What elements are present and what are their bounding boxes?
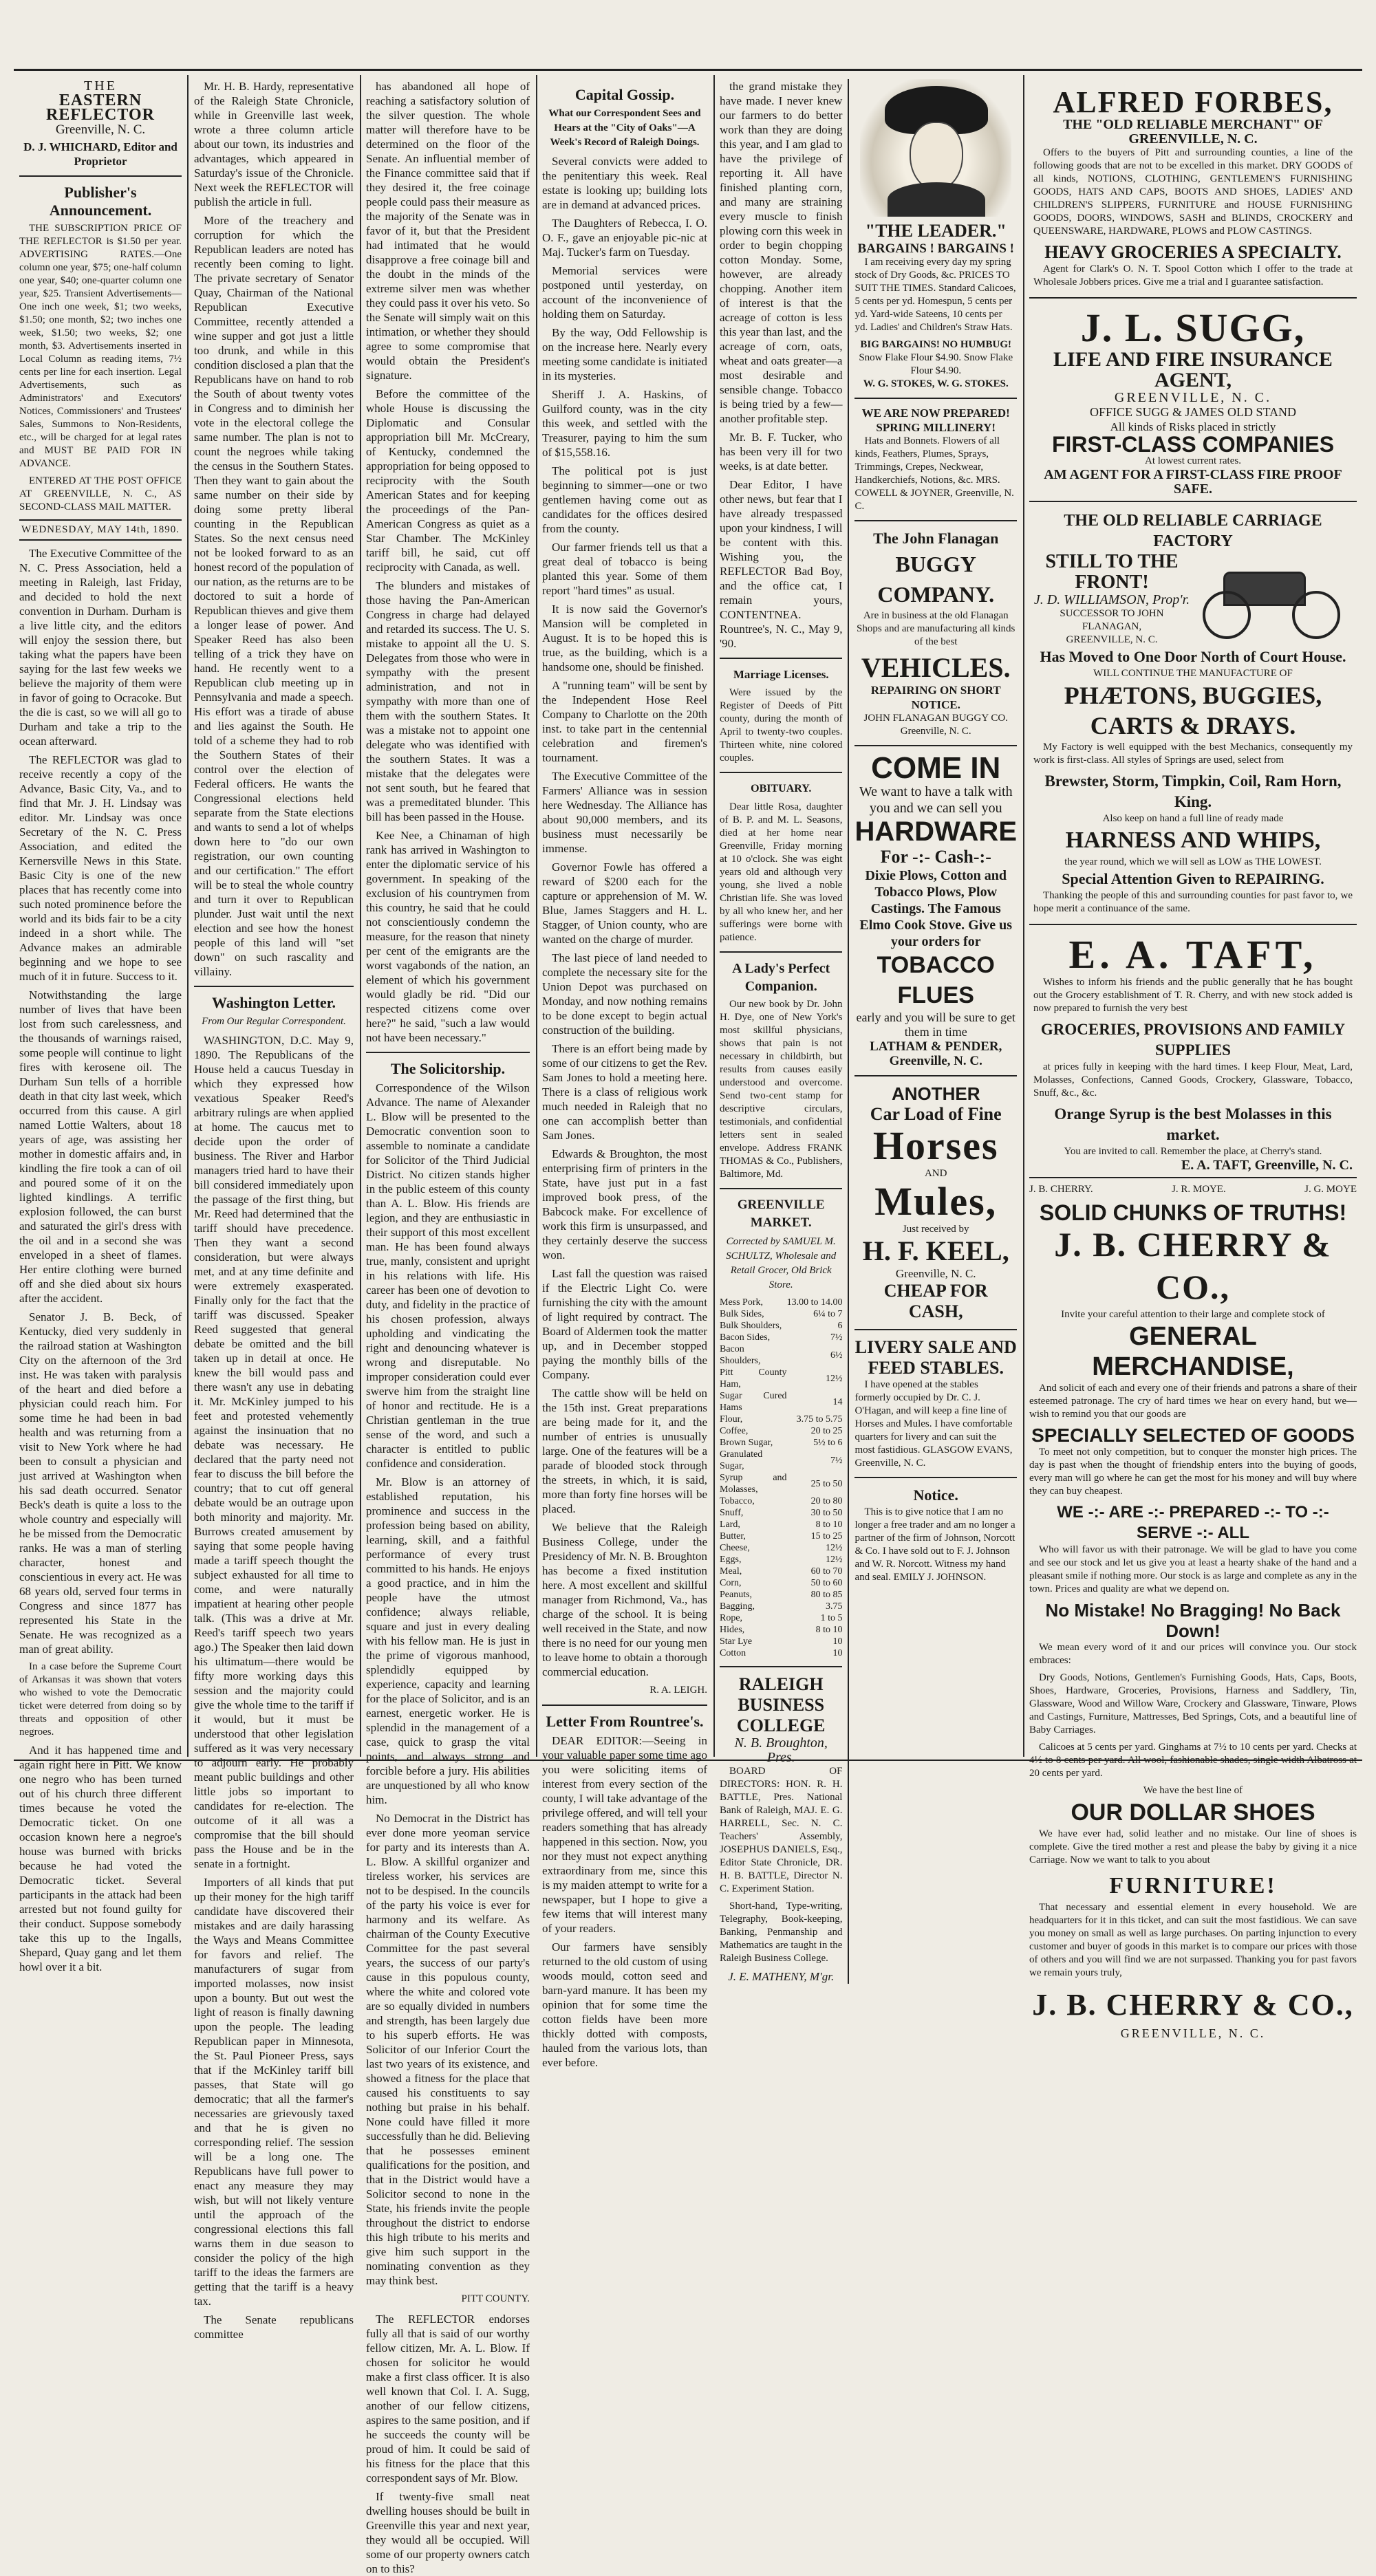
carriage-illustration [1196,558,1353,640]
thanks-line: Thanking the people of this and surrounding counties for past favor to, we hope merit a continuance of the same. [1033,890,1353,914]
market-price: 80 to 85 [810,1590,843,1600]
column-1 [19,78,182,1973]
article-paragraph: The REFLECTOR was glad to receive recently a copy of the Advance, Basic City, Va., and to find that Mr. J. H. Lindsay was editor. Mr. Lindsay was once Secretary of the N. C. Press Association, and edited the Kernersville News in this State. Basic City is one of the new places that has recently come into such noted prominence before the world and its bids fair to be a city indeed in a short while. The Advance makes an admirable beginning and we hope to see much of it in future. Success to it. [19,753,182,983]
column-6 [1029,79,1357,2040]
market-price: 25 to 50 [810,1478,843,1489]
market-row [720,1343,842,1367]
column-rule [1023,75,1024,1757]
market-price: 1 to 5 [820,1613,843,1623]
market-row [720,1542,842,1554]
washington-title: Washington Letter. [211,994,336,1011]
market-price: 3.75 [825,1601,843,1612]
market-row [720,1437,842,1449]
another-head: ANOTHER [891,1083,980,1104]
taft-groceries: GROCERIES, PROVISIONS AND FAMILY SUPPLIES [1040,1021,1346,1059]
factory-title: THE OLD RELIABLE CARRIAGE FACTORY [1064,512,1322,550]
millinery-head: WE ARE NOW PREPARED! SPRING MILLINERY! [861,407,1010,434]
partner-names [1029,1182,1357,1197]
market-row [720,1577,842,1589]
market-row [720,1425,842,1437]
no-mistake-head: No Mistake! No Bragging! No Back Down! [1045,1600,1341,1641]
column-rule [360,75,361,1757]
article-paragraph: No Democrat in the District has ever done more yeoman service for party and its interests than A. L. Blow. A skillful organizer and tireless worker, his services are not to be despised. In the councils of the party his voice is ever for harmony and its welfare. As chairman of the County Executive Committee for the past several years, the success of our party's cause in this populous county, where the white and colored vote are so equally divided in numbers and strength, has been largely due to his superb efforts. He was Solicitor of our Inferior Court the last two years of its existence, and showed a fitness for the place that caused his constituents to say nothing but praise in his behalf. None could have filled it more successfully than he did. Believing that he possesses eminent qualifications for the position, and that in the District would have a Solicitor second to none in the State, his friends invite the people throughout the district to endorse this high tribute to his merits and give him such support in the nominating convention as they may think best. [366,1812,530,2287]
taft-signature: E. A. TAFT, Greenville, N. C. [1181,1158,1353,1173]
market-price: 6½ [830,1350,843,1361]
market-row [720,1612,842,1624]
market-item: Brown Sugar, [720,1438,773,1448]
taft-ad [1029,929,1357,1178]
market-row [720,1308,842,1320]
article-paragraph: has abandoned all hope of reaching a satisfactory solution of the silver question. The whole matter will therefore have to be determined on the floor of the Senate. An influential member of the Finance committee said that if they desired it, the free coinage people could pass their measure as the majority of the Senate was in favor of it, but that the President had intimated that he would disapprove a free coinage bill and the doubt in the minds of the extreme silver men was whether they could pass it over his veto. So the Senate will simply wait on this intimation, or whether they should agree to some compromise that would obtain the President's signature. [366,80,530,382]
publisher-title: Publisher's Announcement. [49,184,152,219]
market-item: Snuff, [720,1508,744,1518]
market-item: Corn, [720,1578,742,1588]
taft-call: You are invited to call. Remember the place, at Cherry's stand. [1064,1146,1322,1157]
market-price: 5½ to 6 [813,1438,843,1448]
rountree-title: Letter From Rountree's. [546,1713,704,1730]
article-paragraph: WASHINGTON, D.C. May 9, 1890. The Republicans of the House held a caucus Tuesday in which they expressed how vexatious Speaker Reed's arbitrary rulings are when applied at home. The caucus met to decide upon the order of business. The River and Harbor managers tried hard to have their bill considered immediately upon the passage of the first thing, but Mr. Reed had determined that the tariff should have precedence. Then they want a second consideration, but were always met, and at any time definite and were extremely exasperated. Finally only for the fact that the tariff was discussed. Speaker Reed suggested that general debate be omitted and the bill taken up in detail at once. He knew the bill would pass and there wasn't any use in debating it. Mr. McKinley jumped to his feet and protested vehemently against the insinuation that no debate was necessary. He declared that the party need not fear to discuss the bill before the country; that to cut off general debate would be an outrage upon both minority and majority. Mr. Burrows created amusement by saying that some people having made a tariff speech thought the subject exhausted for all time to come, and were naturally impatient at hearing other people talk. (This was a drive at Mr. Reed's tariff speech two years ago.) The Speaker then laid down his ultimatum—there would be fifty more working days this session and the majority could give the whole time to the tariff if it would, but it must be understood that other legislation suffered as it was very necessary to adjourn early. He probably meant public buildings and other little jobs so important to candidates for re-election. The outcome of it all was a compromise that the bill should pass the House and be in the senate in a fortnight. [194,1034,354,1870]
market-item: Flour, [720,1414,743,1425]
market-price: 7½ [830,1455,843,1466]
article-paragraph: The blunders and mistakes of those having the Pan-American Congress in charge had delayed and retarded its success. The U. S. mistake to appoint all the U. S. Delegates from those who were in sympathy with the present administration, and not in sympathy with more than one of them with the southern States. It was a mistake not to appoint one delegate who was identified with the southern States. It was a mistake that the delegates were not sent south, but he feared that was a premeditated blunder. This bill has been passed in the House. [366,579,530,823]
dollar-shoes-head: OUR DOLLAR SHOES [1071,1799,1315,1826]
article-paragraph: There is an effort being made by some of our citizens to get the Rev. Sam Jones to hold a meeting here. There is a class of religious work much needed in Raleigh that no one can accomplish better than Sam Jones. [542,1042,707,1142]
market-price: 20 to 80 [810,1496,843,1506]
market-item: Lard, [720,1519,740,1530]
market-item: Syrup and Molasses, [720,1473,787,1495]
market-price: 8 to 10 [815,1625,843,1635]
market-item: Sugar Cured Hams [720,1391,787,1413]
market-price: 14 [832,1396,843,1407]
article-paragraph: The Daughters of Rebecca, I. O. O. F., gave an enjoyable pic-nic at Maj. Tucker's farm on Tuesday. [542,217,707,259]
college-president: N. B. Broughton, Pres. [734,1735,828,1765]
harness-pre: Also keep on hand a full line of ready made [1102,813,1284,824]
hardware-head: HARDWARE [854,816,1017,847]
article-paragraph: In a case before the Supreme Court of Arkansas it was shown that voters who wished to vote the Democratic ticket were deterred from doing so by threats and opposition of other negroes. [19,1661,182,1738]
market-item: Granulated Sugar, [720,1449,763,1471]
market-item: Pitt County Ham, [720,1367,787,1389]
market-item: Bacon Shoulders, [720,1344,761,1366]
signature: R. A. LEIGH. [649,1685,707,1696]
market-item: Mess Pork, [720,1297,764,1308]
dollar-pre: We have the best line of [1143,1785,1243,1796]
article-paragraph: Senator J. B. Beck, of Kentucky, died very suddenly in the railroad station at Washington City on the afternoon of the 3rd inst. He was taken with paralysis of the heart and died before a physician could reach him. For some time he had been in bad health and was returning from a visit to New York where he had been to consult a physician and just arrived at Washington when his sad death occurred. Senator Beck's death is quite a loss to the whole country and especially will he be missed from the Democratic ranks. He was a man of sterling character, honest and conscientious in every act. He was 68 years old, served four terms in Congress and since 1877 has represented his State in the Senate. He was recognized as a man of great ability. [19,1310,182,1656]
column-rule [713,75,715,1757]
market-price: 30 to 50 [810,1508,843,1518]
factory-body: My Factory is well equipped with the best Mechanics, consequently my work is first-class. All styles of Springs are used, select from [1033,742,1353,766]
general-body: And solicit of each and every one of their friends and patrons a share of their esteemed patronage. The cry of hard times we hear on every hand, but we—wish to remind you that our goods are [1029,1383,1357,1420]
masthead-name: EASTERN REFLECTOR [46,91,155,124]
college-head: RALEIGH BUSINESS COLLEGE [736,1674,826,1735]
factory-front: STILL TO THE FRONT! [1045,551,1179,593]
market-row [720,1472,842,1495]
williamson-name: J. D. WILLIAMSON, Prop'r. [1033,592,1190,607]
article-paragraph: Mr. H. B. Hardy, representative of the Raleigh State Chronicle, while in Greenville last week, wrote a three column article about our town, its industries and advantages, which appeared in Saturday's issue of the Chronicle. Next week the REFLECTOR will publish the article in full. [194,80,354,208]
market-row [720,1297,842,1308]
sugg-ad [1029,303,1357,502]
market-row [720,1566,842,1577]
article-paragraph: Edwards & Broughton, the most enterprising firm of printers in the State, have just put in a fast improved book press, of the Babcock make. For excellence of work this firm is unsurpassed, and they certainly deserve the success won. [542,1147,707,1262]
article-paragraph: Mr. Blow is an attorney of established reputation, his prominence and success in the profession being based on ability, learning, skill, and a faithful performance of every trust committed to his hands. He enjoys a good practice, and in him the people have the utmost confidence; always reliable, square and just in every dealing with his fellow man. He is just in the prime of vigorous manhood, splendidly equipped by experience, capacity and learning for the place of Solicitor, and is an earnest, energetic worker. He is splendid in the management of a case, quick to grasp the vital points, and always strong and forcible before a jury. His abilities are unquestioned by all who know him. [366,1475,530,1806]
market-item: Bacon Sides, [720,1332,771,1343]
college-board: BOARD OF DIRECTORS: HON. R. H. BATTLE, Pres. National Bank of Raleigh, MAJ. E. G. HARRELL, Sec. N. C. Teachers' Assembly, JOSEPHUS DANIELS, Esq., Editor State Chronicle, DR. H. B. BATTLE, Director N. C. Experiment Station. [720,1766,843,1894]
article-paragraph: The Senate republicans committee [194,2313,354,2341]
market-row [720,1601,842,1612]
cherry-signature: J. B. CHERRY & CO., [1032,1988,1354,2022]
article-paragraph: Before the committee of the whole House is discussing the Diplomatic and Consular appropriation bill Mr. McCreary, of Kentucky, condemned the appropriation for being opposed to reciprocity with the South American States and for keeping the proceedings of the Pan-American Congress as quiet as a Star Chamber. The McKinley tariff bill, he said, cut off reciprocity with Canada, as well. [366,387,530,574]
column-4 [542,79,707,2069]
market-price: 15 to 25 [810,1531,843,1541]
mules-head: Mules, [874,1179,998,1224]
masthead-place: Greenville, N. C. [55,122,146,137]
tobacco-flues-head: TOBACCO FLUES [877,952,995,1008]
market-row [720,1367,842,1390]
market-item: Eggs, [720,1555,742,1565]
market-price: 7½ [830,1332,843,1343]
market-item: Cotton [720,1648,746,1658]
stock-body: Dry Goods, Notions, Gentlemen's Furnishing Goods, Hats, Caps, Boots, Shoes, Hardware, Groceries, Provisions, Harness and Saddlery, Tin, Glassware, Wood and Willow Ware, Crockery and Glassware, Tinware, Plows and Castings, Furniture, Mattresses, Bed Springs, Cots, and a beautiful line of Baby Carriages. [1029,1672,1357,1735]
flour-price: Snow Flake Flour $4.90. Snow Flake Flour $4.90. [859,352,1013,376]
flanagan-head: BUGGY COMPANY. [877,552,995,607]
market-item: Hides, [720,1625,745,1635]
leader-portrait-image [860,79,1011,217]
market-row [720,1332,842,1343]
column-5-right [854,79,1017,1984]
article-paragraph: The cattle show will be held on the 15th inst. Great preparations are being made for it, and the number of entries is unusually large. One of the features will be a parade of blooded stock through the streets, in which, it is said, more than forty fine horses will be placed. [542,1387,707,1515]
springs-line: Brewster, Storm, Timpkin, Coil, Ram Horn, King. [1044,772,1342,810]
taft-body: Wishes to inform his friends and the public generally that he has bought out the Grocery establishment of T. R. Cherry, and with new stock added is now prepared to furnish the very best [1033,977,1353,1014]
column-5-left [720,79,849,1984]
signature: PITT COUNTY. [461,2293,530,2304]
general-merchandise: GENERAL MERCHANDISE, [1092,1322,1294,1381]
column-rule [187,75,189,1757]
market-row [720,1624,842,1636]
market-row [720,1530,842,1542]
article-paragraph: DEAR EDITOR:—Seeing in your valuable paper some time ago you were soliciting items of interest from every section of the county, I will take advantage of the privilege offered, and will tell your readers something that has already happened in this section. Now, you nor they must not expect anything extraordinary from me, since this is my maiden attempt to write for a newspaper, but I hope to give a few items that will interest many of your readers. [542,1734,707,1935]
market-row [720,1589,842,1601]
horses-head: Horses [872,1123,999,1168]
sugg-name: J. L. SUGG, [1080,305,1306,350]
publisher-entry: ENTERED AT THE POST OFFICE AT GREENVILLE, N. C., AS SECOND-CLASS MAIL MATTER. [19,475,182,512]
masthead-editor: D. J. WHICHARD, Editor and Proprietor [23,140,178,168]
market-item: Butter, [720,1531,746,1541]
article-paragraph: It is now said the Governor's Mansion will be completed in August. It is to be hoped this is true, as the building, which is a handsome one, should be finished. [542,603,707,673]
market-row [720,1519,842,1530]
specially-body: To meet not only competition, but to conquer the monster high prices. The day is past when the thought of friendship enters into the buying of goods, every man will go where he can get the most for his money and will buy where they can buy cheapest. [1029,1447,1357,1497]
first-class-companies: FIRST-CLASS COMPANIES [1051,432,1335,457]
market-price: 60 to 70 [810,1566,843,1577]
sugg-office: OFFICE SUGG & JAMES OLD STAND [1089,405,1297,419]
and-word: AND [924,1168,947,1179]
factory-ad [1029,506,1357,925]
article-paragraph: Memorial services were postponed until yesterday, on account of the inconvenience of holding them on Saturday. [542,264,707,321]
article-paragraph: Correspondence of the Wilson Advance. The name of Alexander L. Blow will be presented to the Democratic convention soon to assemble to nominate a candidate for Solicitor of the Third Judicial District. No citizen stands higher in the public esteem of this county than A. L. Blow. His friends are legion, and they are enthusiastic in their support of this most excellent man. He has been found always true, manly, consistent and upright in his relations with life. His career has been one of devotion to duty, and fidelity in the practice of his chosen profession, always upholding and vindicating the right and denouncing whatever is wrong and disreputable. No improper consideration could ever swerve him from the straight line of honor and rectitude. He is a Christian gentleman in the true sense of the word, and such a character is entitled to public confidence and consideration. [366,1081,530,1470]
market-price: 50 to 60 [810,1578,843,1588]
market-table [720,1297,842,1659]
article-paragraph: Last fall the question was raised if the Electric Light Co. were furnishing the city with the amount of light required by contract. The Board of Aldermen took the matter up, and in December stopped paying the monthly bills of the Company. [542,1267,707,1381]
come-in-head: COME IN [871,751,1001,785]
market-item: Cheese, [720,1543,750,1553]
article-paragraph: Our new book by Dr. John H. Dye, one of New York's most skillful physicians, shows that pain is not necessary in childbirth, but results from causes easily understood and overcome. Send two-cent stamp for descriptive circulars, testimonials, and confidential letters sent in sealed envelope. Address FRANK THOMAS & Co., Publishers, Baltimore, Md. [720,999,843,1180]
invite-line: Invite your careful attention to their large and complete stock of [1061,1309,1325,1320]
article-paragraph: The political pot is just beginning to simmer—one or two gentlemen having come out as candidates for the offices desired from the county. [542,464,707,535]
market-row [720,1507,842,1519]
article-paragraph: Importers of all kinds that put up their money for the high tariff candidate have discovered their mistakes and are daily harassing the Ways and Means Committee for favors and relief. The manufacturers of sugar from imported molasses, now insist upon a bounty. But out west the light of reason is finally dawning upon the people. The leading Republican paper in Minnesota, the St. Paul Pioneer Press, says that if the McKinley tariff bill passes, that State will go democratic; that all the farmer's necessaries are grievously taxed and that he is given no corresponding relief. The session will be a long one. The Republicans have full power to enact any measure they may wish, but will not likely venture until the approach of the congressional elections this fall warns them in due season to consider the policy of the high tariff to the ideas the farmers are getting that the tariff is a heavy tax. [194,1876,354,2308]
flues-body: early and you will be sure to get them in time [856,1010,1015,1039]
article-paragraph: the grand mistake they have made. I never knew our farmers to do better work than they are doing this year, and I am glad to have the privilege of reporting it. All have finished planting corn, and many are straining every muscle to finish plowing corn this week in order to begin chopping cotton Monday. Some, however, are already chopping. Another item of interest is that the acreage of cotton is less this year than last, and the acreage of corn, oats, wheat and oats greater—a most desirable and sensible change. Tobacco is being tried by a few—another profitable step. [720,80,843,425]
specially-head: SPECIALLY SELECTED OF GOODS [1031,1425,1355,1446]
masthead [19,79,182,169]
market-item: Bulk Sides, [720,1309,764,1319]
repairing-line: Special Attention Given to REPAIRING. [1062,870,1324,887]
cherry-place: GREENVILLE, N. C. [1120,2026,1266,2040]
stokes-signature: W. G. STOKES, W. G. STOKES. [863,378,1009,389]
factory-place: GREENVILLE, N. C. [1066,634,1158,645]
market-price: 10 [832,1648,843,1658]
received-line: Just received by [902,1224,969,1235]
latham-signature: LATHAM & PENDER, Greenville, N. C. [870,1039,1002,1068]
article-paragraph: More of the treachery and corruption for which the Republican leaders are noted has recently been coming to light. The private secretary of Senator Quay, Chairman of the National Republican Executive Committee, recently attended a wine supper and got just a little too drunk, and while in this condition disclosed a plan that the Republicans have on hand to rob the South of about twenty votes in Congress and to diminish her vote in the electoral college the same number. The plan is not to count the negroes while taking the census in the Southern States. Then they want to gain about the same number on their side by doing some pretty liberal counting in the Republican States. So the next census need not be looked forward to as an honest record of the population of our nation, as the returns are to be doctored to suit a horde of Republican thieves and give them a longer lease of power. And Speaker Reed has also been telling of a trick they have on hand. He recently went to a Republican club meeting up in Pennsylvania and made a speech. His effort was a tirade of abuse and lies against the South. He told of a scheme they had to rob the Southern States of their control over the election of Federal officers. He wants the Congressional elections held separate from the State elections and wants to send a lot of whelps down here to "do our own registration, our own counting and our certification." The effort will be to steal the whole country and turn it over to Republican plunder. Just wait until the next election and see how the honest people of this land will "set down" on such rascality and villainy. [194,214,354,978]
article-paragraph: Were issued by the Register of Deeds of Pitt county, during the month of April to twenty-two couples. Thirteen white, nine colored couples. [720,687,843,764]
harness-sub: the year round, which we will sell as LOW as THE LOWEST. [1064,856,1322,867]
market-row [720,1554,842,1566]
moved-line: Has Moved to One Door North of Court House. [1040,648,1346,665]
washington-subtitle: From Our Regular Correspondent. [202,1016,346,1027]
leader-body: I am receiving every day my spring stock of Dry Goods, &c. PRICES TO SUIT THE TIMES. Standard Calicoes, 5 cents per yd. Homespun, 5 cents per yd. Yard-wide Sateens, 10 cents per yd. Ladies' and Children's Straw Hats. [854,257,1016,333]
carload-head: Car Load of Fine [870,1104,1002,1124]
column-rule [536,75,537,1757]
market-item: Bagging, [720,1601,755,1612]
column-2 [194,79,354,2341]
market-price: 8 to 10 [815,1519,843,1530]
safe-agent: AM AGENT FOR A FIRST-CLASS FIRE PROOF SAFE. [1044,467,1342,497]
article-paragraph: Kee Nee, a Chinaman of high rank has arrived in Washington to enter the diplomatic service of his government. In speaking of the exclusion of his countrymen from this country, he said that he could not conscientiously condemn the measure, for the reason that ninety per cent of the emigrants are the worst vagabonds of the nation, an element of which his government would gladly be rid. "Did our respected citizens come over here?" he said, "such a law would not have been necessary." [366,829,530,1044]
article-paragraph: The REFLECTOR endorses fully all that is said of our worthy fellow citizen, Mr. A. L. Blow. If chosen for solicitor he would make a first class officer. It is also well known that Col. I. A. Sugg, another of our fellow citizens, aspires to the same position, and if he succeeds the county will be proud of him. It could be said of his fitness for the place that this correspondent says of Mr. Blow. [366,2313,530,2485]
article-paragraph: The Executive Committee of the Farmers' Alliance was in session here Wednesday. The Alliance has about 90,000 members, and its business must necessarily be immense. [542,770,707,855]
taft-name: E. A. TAFT, [1068,932,1318,977]
prices-body: Calicoes at 5 cents per yard. Ginghams at 7½ to 10 cents per yard. Checks at 4½ to 8 cents per yard. All wool, fashionable shades, single width Albatross at 20 cents per yard. [1029,1742,1357,1779]
partner-name: J. G. MOYE [1304,1184,1357,1195]
cherry-name: J. B. CHERRY & CO., [1054,1225,1332,1306]
market-price: 3.75 to 5.75 [796,1414,843,1425]
article-paragraph: We believe that the Raleigh Business College, under the Presidency of Mr. N. B. Broughton has become a fixed institution here. A most excellent and skillful manager from Richmond, Va., has charge of the school. It is being well received in the State, and now there is no need for our young men to leave home to obtain a thorough commercial education. [542,1521,707,1678]
notice-body: This is to give notice that I am no longer a free trader and am no longer a partner of the firm of Johnson, Norcott & Co. I have sold out to F. J. Johnson and W. R. Norcott. Witness my hand and seal. EMILY J. JOHNSON. [854,1506,1015,1583]
article-paragraph: Our farmers have sensibly returned to the old custom of using woods mould, cotton seed and barn-yard manure. It has been my opinion that for some time the cotton fields have been more thickly dotted with composts, hauled from the various lots, than ever before. [542,1940,707,2069]
market-item: Bulk Shoulders, [720,1321,782,1331]
bargains-banner: BARGAINS ! BARGAINS ! [857,241,1014,256]
cheap-head: CHEAP FOR CASH, [883,1281,988,1321]
forbes-body: Offers to the buyers of Pitt and surrounding counties, a line of the following goods that are not to be excelled in this market. DRY GOODS of all kinds, NOTIONS, CLOTHING, GENTLEMEN'S FURNISHING GOODS, HATS AND CAPS, BOOTS AND SHOES, LADIES' AND CHILDREN'S SLIPPERS, FURNITURE and HOUSE FURNISHING GOODS, DOORS, WINDOWS, SASH and BLINDS, CROCKERY and QUEENSWARE, HARDWARE, PLOWS and PLOW CASTINGS. [1033,147,1353,237]
come-in-body: We want to have a talk with you and we can sell you [859,784,1013,816]
keel-name: H. F. KEEL, [862,1235,1009,1266]
continue-line: WILL CONTINUE THE MANUFACTURE OF [1093,668,1293,679]
article-paragraph: Mr. B. F. Tucker, who has been very ill for two weeks, is at date better. [720,431,843,473]
market-price: 13.00 to 14.00 [786,1297,843,1308]
market-row [720,1636,842,1647]
partner-name: J. B. CHERRY. [1029,1184,1093,1195]
sugg-place: GREENVILLE, N. C. [1114,390,1272,405]
orange-syrup: Orange Syrup is the best Molasses in this market. [1054,1105,1332,1143]
article-paragraph: A "running team" will be sent by the Independent Hose Reel Company to Charlotte on the 20th inst. to take part in the centennial celebration and firemen's tournament. [542,679,707,764]
article-paragraph: Dear little Rosa, daughter of B. P. and M. L. Seasons, died at her home near Greenville, Friday morning at 10 o'clock. She was eight years old and although very young, she lived a noble Christian life. She was loved by all who knew her, and her sufferings were borne with patience. [720,801,843,943]
solicitorship-title: The Solicitorship. [390,1060,506,1077]
livery-body: I have opened at the stables formerly occupied by Dr. C. J. O'Hagan, and will keep a fine line of Horses and Mules. I have comfortable quarters for livery and can suit the most fastidious. GLASGOW EVANS, Greenville, N. C. [854,1379,1013,1469]
market-row [720,1390,842,1414]
taft-body2: at prices fully in keeping with the hard times. I keep Flour, Meat, Lard, Molasses, Confections, Canned Goods, Crockery, Glassware, Tobacco, Snuff, &c., &c. [1033,1061,1353,1098]
college-signature: J. E. MATHENY, M'gr. [728,1970,835,1983]
market-row [720,1647,842,1659]
market-title: GREENVILLE MARKET. [737,1198,825,1230]
market-item: Star Lye [720,1636,753,1647]
market-item: Meal, [720,1566,742,1577]
dollar-body: We have ever had, solid leather and no mistake. Our line of shoes is complete. Give the tired mother a rest and please the baby by giving it a nice Carriage. Now we want to talk to you about [1029,1828,1357,1865]
notice-title: Notice. [913,1486,958,1504]
sugg-title: LIFE AND FIRE INSURANCE AGENT, [1053,348,1333,391]
phaetons-head: PHÆTONS, BUGGIES, CARTS & DRAYS. [1064,682,1322,739]
market-price: 6¼ to 7 [813,1309,843,1319]
market-price: 12½ [825,1373,843,1384]
chunks-head: SOLID CHUNKS OF TRUTHS! [1039,1200,1347,1225]
market-row [720,1449,842,1472]
article-paragraph: Dear Editor, I have other news, but fear that I have already trespassed upon your kindness, I will be content with this. Wishing you, the REFLECTOR Bad Boy, and the office cat, I remain yours, CONTENTNEA. Rountree's, N. C., May 9, '90. [720,478,843,650]
no-humbug: BIG BARGAINS! NO HUMBUG! [860,339,1012,350]
flanagan-signature: JOHN FLANAGAN BUGGY CO. Greenville, N. C. [863,713,1008,737]
college-body: Short-hand, Type-writing, Telegraphy, Book-keeping, Banking, Penmanship and Mathematics are taught in the Raleigh Business College. [720,1901,843,1964]
market-subtitle: Corrected by SAMUEL M. SCHULTZ, Wholesale and Retail Grocer, Old Brick Store. [726,1236,837,1290]
repairing-line: REPAIRING ON SHORT NOTICE. [870,684,1001,711]
article-paragraph: The Executive Committee of the N. C. Press Association, held a meeting in Raleigh, last Friday, and decided to hold the next convention in Durham. Durham is a live little city, and the editors will enjoy the session there, but taking what the papers have been saying for the last few weeks we believe the majority of them were in favor of going to Ocracoke. But the die is cast, so we will all go to Durham and take a trip to the ocean afterward. [19,547,182,748]
newspaper-page [14,69,1362,2575]
article-paragraph: And it has happened time and again right here in Pitt. We know one negro who has been turned out of his church three different times because he voted the Democratic ticket. On one occasion known here a negroe's house was burned with bricks because he had voted the Democratic ticket. Several participants in the attack had been arrested but not found guilty for their conduct. Suppose somebody take this up to the Ingalls, Shepard, Quay gang and let them howl over it a bit. [19,1744,182,1973]
market-price: 20 to 25 [810,1426,843,1436]
harness-head: HARNESS AND WHIPS, [1065,827,1321,853]
article-paragraph: Governor Fowle has offered a reward of $200 each for the capture or apprehension of M. W. Blue, James Staggers and H. L. Stagger, of Union county, who are wanted on the charge of murder. [542,861,707,946]
article-paragraph: By the way, Odd Fellowship is on the increase here. Nearly every meeting some candidate is initiated in its mysteries. [542,326,707,382]
prepared-head: WE -:- ARE -:- PREPARED -:- TO -:- SERVE -:- ALL [1057,1503,1329,1542]
market-price: 10 [832,1636,843,1647]
column-3 [366,79,530,2575]
cherry-ad [1029,1182,1357,2041]
masthead-the: THE [84,78,117,94]
article-paragraph: Several convicts were added to the penitentiary this week. Real estate is looking up; building lots are in demand at advanced prices. [542,155,707,211]
millinery-body: Hats and Bonnets. Flowers of all kinds, Feathers, Plumes, Sprays, Trimmings, Crepes, Neckwear, Handkerchiefs, Notions, &c. MRS. COWELL & JOYNER, Greenville, N. C. [854,435,1014,512]
furniture-body: That necessary and essential element in every household. We are headquarters for it in this ticket, and can suit the most fastidious. We can save you money on small as well as large purchases. On parting injunction to every customer and buyer of goods in this market is to compare our prices with those of others and you will find we are not surpassed. Thanking you for past favors we remain yours truly, [1029,1902,1357,1978]
obituary-title: OBITUARY. [751,783,812,794]
forbes-foot: Agent for Clark's O. N. T. Spool Cotton which I offer to the trade at Wholesale Jobbers prices. Give me a trial and I guarantee satisfaction. [1033,263,1353,288]
market-row [720,1495,842,1507]
lowest-rates: At lowest current rates. [1145,455,1241,466]
forbes-ad [1029,83,1357,299]
market-row [720,1414,842,1425]
keel-place: Greenville, N. C. [895,1267,976,1280]
article-paragraph: Sheriff J. A. Haskins, of Guilford county, was in the city this week, and settled with the Treasurer, paying to him the sum of $15,558.16. [542,388,707,459]
leader-title: "THE LEADER." [865,221,1007,241]
plows-body: Dixie Plows, Cotton and Tobacco Plows, Plow Castings. The Famous Elmo Cook Stove. Give us your orders for [859,868,1013,949]
dateline: WEDNESDAY, MAY 14th, 1890. [19,519,182,541]
gossip-subtitle: What our Correspondent Sees and Hears at the "City of Oaks"—A Week's Record of Raleigh Doings. [548,108,701,148]
article-paragraph: If twenty-five small neat dwelling houses should be built in Greenville this year and next year, they would all be occupied. Will some of our property owners catch on to this? [366,2490,530,2575]
forbes-subtitle: THE "OLD RELIABLE MERCHANT" OF GREENVILLE, N. C. [1063,117,1323,147]
article-paragraph: The last piece of land needed to complete the necessary site for the Union Depot was purchased on Monday, and now nothing remains to be done except to begin actual construction of the building. [542,951,707,1037]
market-price: 12½ [825,1543,843,1553]
furniture-head: FURNITURE! [1109,1873,1277,1898]
gossip-title: Capital Gossip. [574,86,675,103]
vehicles-head: VEHICLES. [861,652,1011,683]
market-item: Tobacco, [720,1496,755,1506]
article-paragraph: Notwithstanding the large number of lives that have been lost from such carelessness, and the thousands of warnings raised, some people will continue to light fires with kerosene oil. The Durham Sun tells of a horrible death in that city last week, which occurred from this cause. A girl named Lottie Walters, about 18 years of age, was assisting her mother in domestic affairs and, in kindling the fire took a can of oil and poured some of it on the lighted kindlings. A terrific explosion followed, the can burst and saturated the girl's dress with the oil and in a second she was enveloped in a sheet of flames. Her entire clothing were burned off and she died about six hours after the accident. [19,988,182,1305]
market-item: Coffee, [720,1426,749,1436]
article-paragraph: Our farmer friends tell us that a great deal of tobacco is being planted this year. Some of them report "hard times" as usual. [542,541,707,597]
market-item: Peanuts, [720,1590,753,1600]
no-mistake-body: We mean every word of it and our prices will convince you. Our stock embraces: [1029,1642,1357,1666]
lady-title: A Lady's Perfect Companion. [732,961,830,994]
market-item: Rope, [720,1613,743,1623]
livery-head: LIVERY SALE AND FEED STABLES. [854,1337,1017,1378]
market-price: 6 [837,1321,843,1331]
successor-line: SUCCESSOR TO JOHN FLANAGAN, [1060,608,1164,632]
flanagan-body: Are in business at the old Flanagan Shops and are manufacturing all kinds of the best [857,610,1015,647]
forbes-name: ALFRED FORBES, [1053,85,1333,119]
publisher-body: THE SUBSCRIPTION PRICE OF THE REFLECTOR is $1.50 per year. ADVERTISING RATES.—One column one year, $75; one-half column one year, $40; one-quarter column one year, $25. Transient Advertisements—One inch one week, $1; two weeks, $1.50; one month, $2; two inches one week, $1.50; two weeks, $2; one month, $3. Advertisements inserted in Local Column as reading items, 7½ cents per line for each insertion. Legal Advertisements, such as Administrators' and Executors' Notices, Commissioners' and Trustees' Sales, Summons to Non-Residents, etc., will be charged for at legal rates and MUST BE PAID FOR IN ADVANCE. [19,223,182,469]
heavy-groceries: HEAVY GROCERIES A SPECIALTY. [1044,242,1342,262]
partner-name: J. R. MOYE. [1172,1184,1226,1195]
prepared-body: Who will favor us with their patronage. We will be glad to have you come and see our stock and let us give you at least a hearty shake of the hand and a pleasant smile if nothing more. Our stock is as large and complete as any in the town. Prices and quality are what we depend on. [1029,1544,1357,1594]
market-row [720,1320,842,1332]
flanagan-title: The John Flanagan [873,530,999,547]
license-title: Marriage Licenses. [733,668,829,681]
sugg-risks: All kinds of Risks placed in strictly [1110,420,1276,433]
market-price: 12½ [825,1555,843,1565]
column-5 [720,79,1017,1983]
for-cash: For -:- Cash-:- [880,847,991,867]
